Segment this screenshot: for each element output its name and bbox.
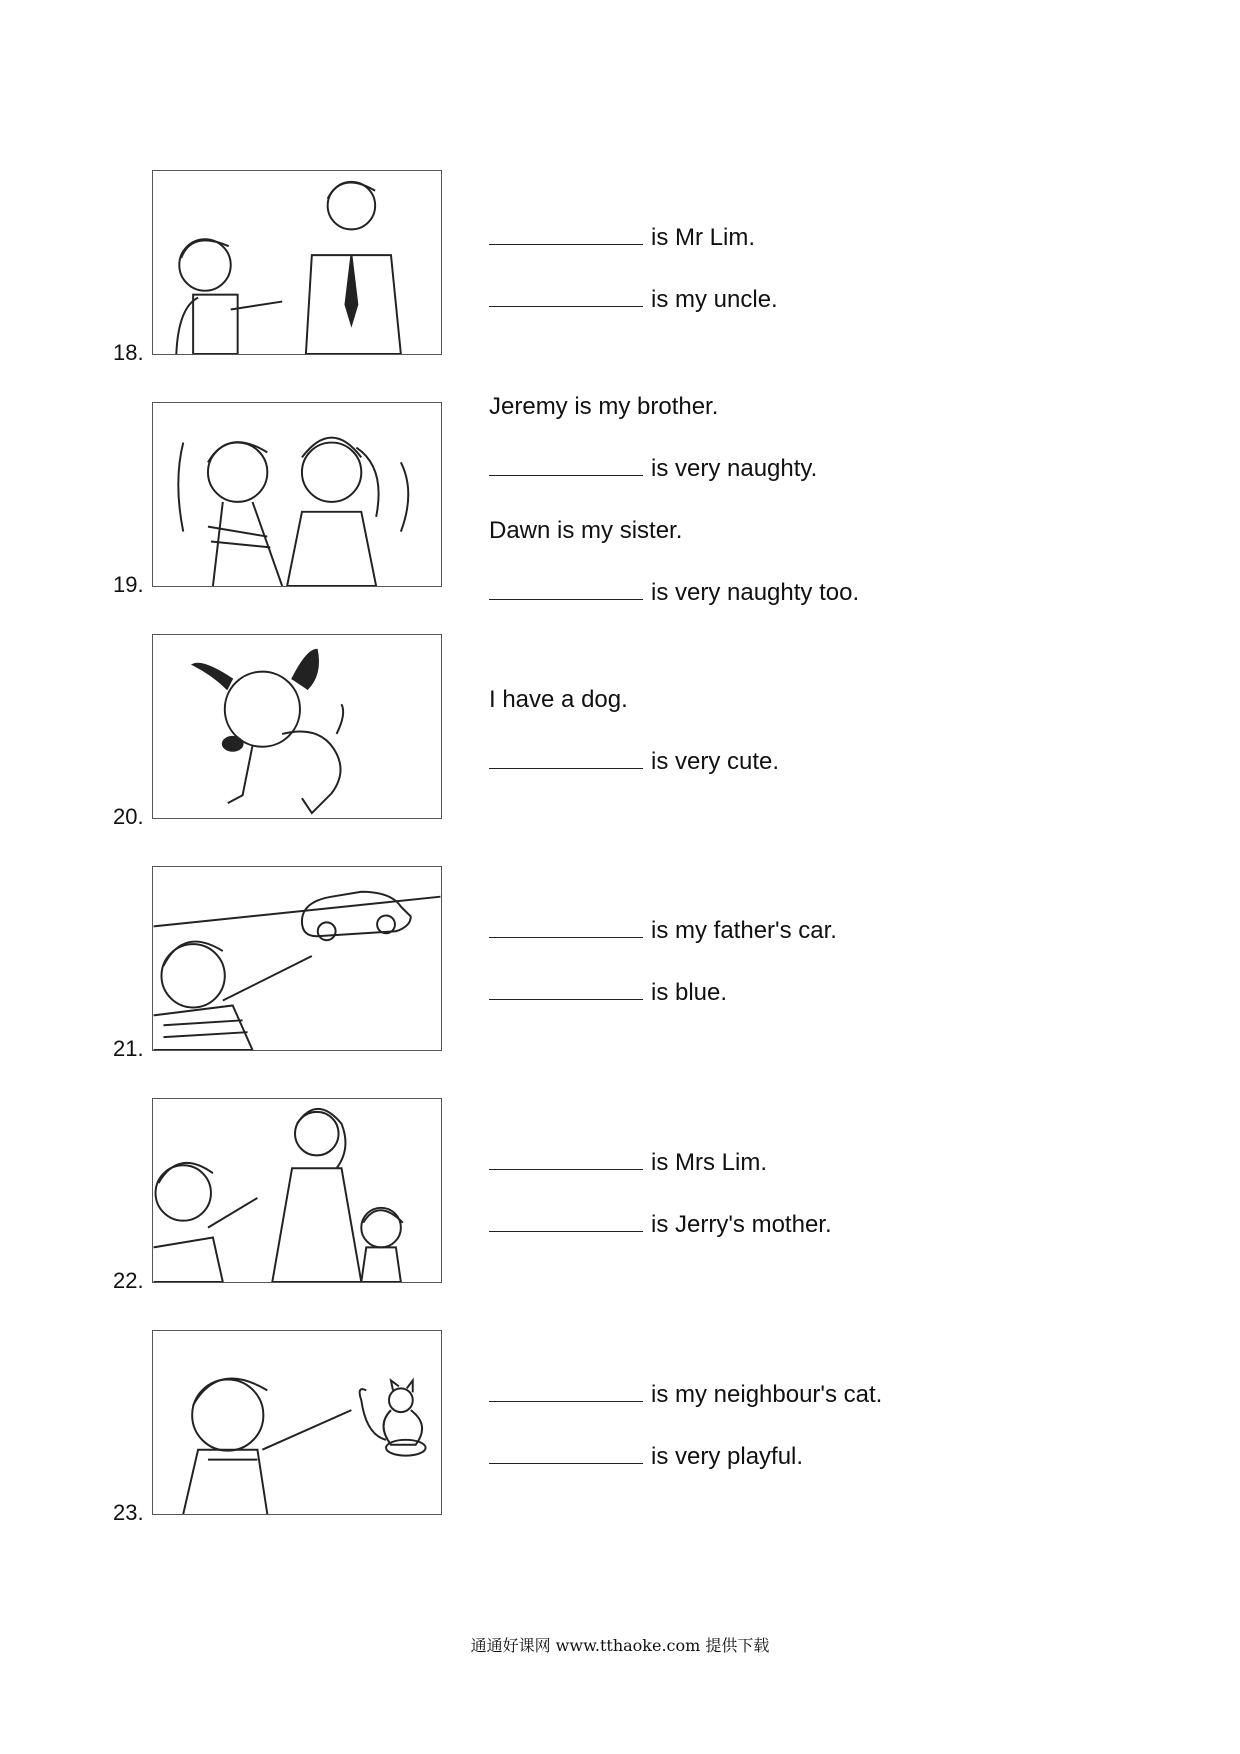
illustration-boy-pointing-at-cat: [152, 1330, 442, 1515]
sentence-line: is my uncle.: [489, 286, 778, 314]
answer-blank[interactable]: [489, 1443, 643, 1464]
answer-blank[interactable]: [489, 917, 643, 938]
question-number: 22.: [113, 1268, 144, 1293]
answer-blank[interactable]: [489, 748, 643, 769]
sentence-line: Dawn is my sister.: [489, 517, 683, 544]
sentence-line: is very cute.: [489, 748, 779, 776]
answer-blank[interactable]: [489, 1211, 643, 1232]
answer-blank[interactable]: [489, 1149, 643, 1170]
sentence-line: is Jerry's mother.: [489, 1211, 832, 1239]
question-number: 20.: [113, 804, 144, 829]
illustration-boy-pointing-at-car: [152, 866, 442, 1051]
sentence-line: is my father's car.: [489, 917, 837, 945]
question-number: 18.: [113, 340, 144, 365]
answer-blank[interactable]: [489, 1381, 643, 1402]
illustration-dog: [152, 634, 442, 819]
question-number: 23.: [113, 1500, 144, 1525]
sentence-line: is my neighbour's cat.: [489, 1381, 882, 1409]
answer-blank[interactable]: [489, 286, 643, 307]
answer-blank[interactable]: [489, 979, 643, 1000]
sentence-line: is blue.: [489, 979, 727, 1007]
sentence-line: is very playful.: [489, 1443, 803, 1471]
sentence-line: is Mrs Lim.: [489, 1149, 767, 1177]
sentence-line: Jeremy is my brother.: [489, 393, 719, 420]
sentence-line: is very naughty too.: [489, 579, 859, 607]
illustration-boy-and-girl: [152, 402, 442, 587]
answer-blank[interactable]: [489, 224, 643, 245]
page-footer: 通通好课网 www.tthaoke.com 提供下载: [470, 1636, 770, 1655]
sentence-line: I have a dog.: [489, 686, 628, 713]
question-number: 21.: [113, 1036, 144, 1061]
illustration-boy-waving-at-woman-and-child: [152, 1098, 442, 1283]
question-number: 19.: [113, 572, 144, 597]
answer-blank[interactable]: [489, 455, 643, 476]
answer-blank[interactable]: [489, 579, 643, 600]
sentence-line: is Mr Lim.: [489, 224, 755, 252]
sentence-line: is very naughty.: [489, 455, 817, 483]
